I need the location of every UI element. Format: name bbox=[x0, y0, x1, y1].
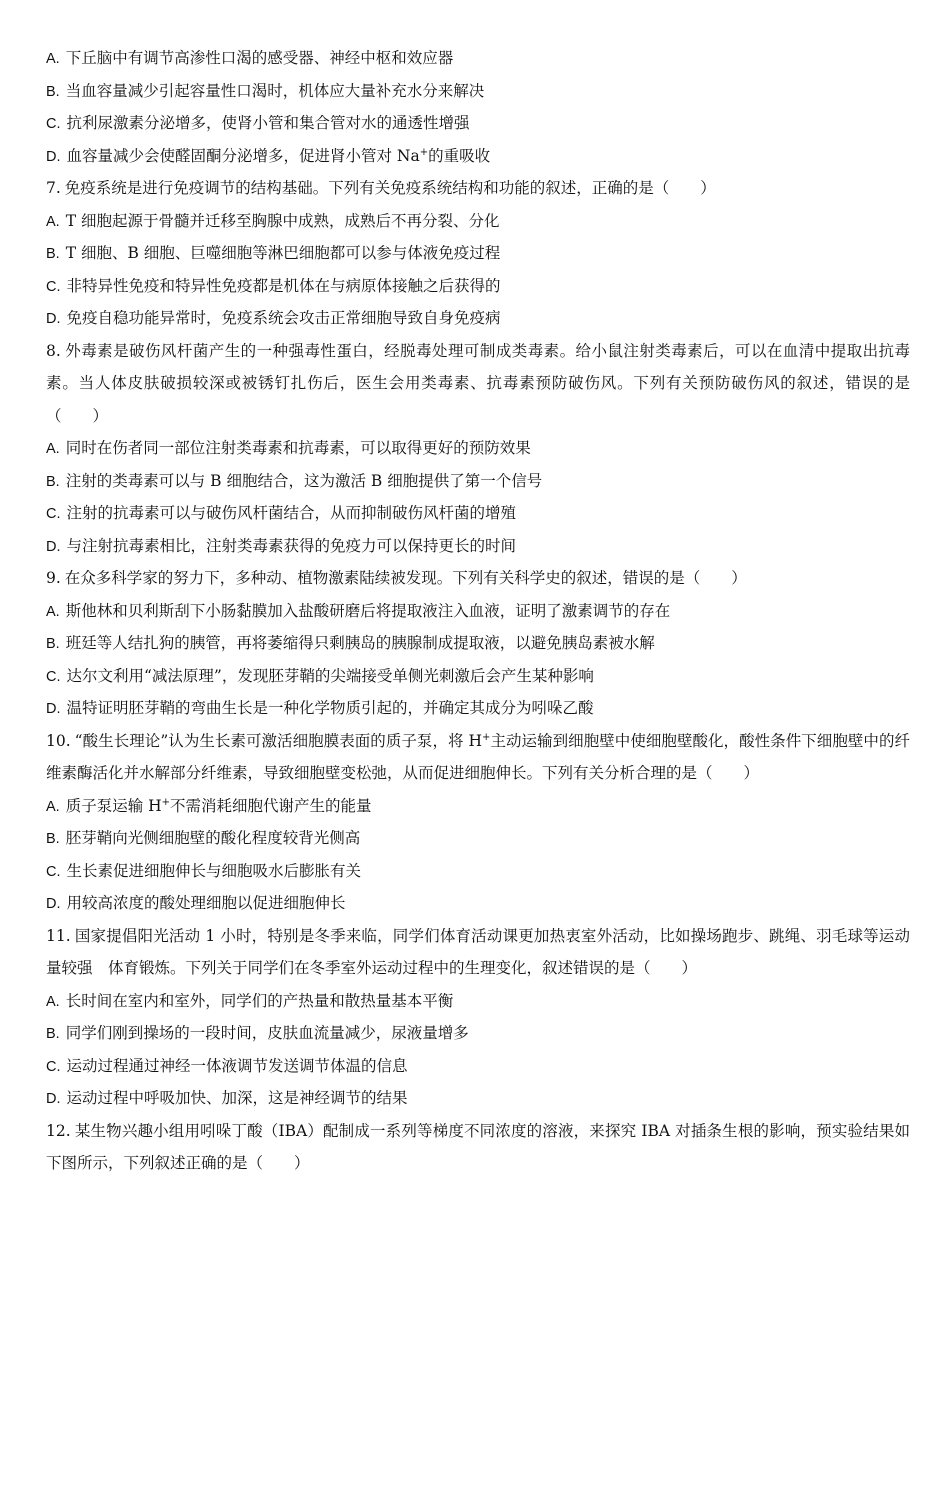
option-label: D. bbox=[46, 1091, 61, 1107]
option-text: 下丘脑中有调节高渗性口渴的感受器、神经中枢和效应器 bbox=[65, 49, 454, 67]
option-text: 当血容量减少引起容量性口渴时，机体应大量补充水分来解决 bbox=[65, 81, 485, 100]
option-text: 注射的抗毒素可以与破伤风杆菌结合，从而抑制破伤风杆菌的增殖 bbox=[66, 504, 517, 522]
question-stem: 某生物兴趣小组用吲哚丁酸（IBA）配制成一系列等梯度不同浓度的溶液，来探究 IBA 对插条生根的影响，预实验结果如下图所示，下列叙述正确的是（ ） bbox=[46, 1121, 910, 1172]
option-label: D. bbox=[46, 896, 61, 912]
question-stem: “酸生长理论”认为生长素可激活细胞膜表面的质子泵，将 H bbox=[74, 731, 483, 750]
option-label: C. bbox=[46, 278, 61, 295]
question-number: 8. bbox=[46, 341, 61, 360]
q10-option-b bbox=[46, 822, 910, 855]
q11-stem bbox=[46, 920, 910, 985]
q8-stem bbox=[46, 335, 910, 433]
option-text: 质子泵运输 H bbox=[65, 796, 162, 815]
q11-option-a bbox=[46, 985, 910, 1018]
option-label: B. bbox=[46, 831, 60, 847]
q6-option-a bbox=[46, 42, 910, 75]
option-label: A. bbox=[46, 993, 60, 1010]
q7-option-a bbox=[46, 205, 910, 238]
option-label: A. bbox=[46, 213, 60, 230]
option-text-tail: 的重吸收 bbox=[428, 146, 491, 165]
option-label: D. bbox=[46, 311, 61, 327]
question-number: 10. bbox=[46, 731, 71, 750]
q8-option-c bbox=[46, 497, 910, 530]
exam-page bbox=[46, 42, 910, 1180]
question-stem: 在众多科学家的努力下，多种动、植物激素陆续被发现。下列有关科学史的叙述，错误的是（ ） bbox=[64, 569, 747, 587]
option-label: A. bbox=[46, 798, 60, 815]
q8-option-d bbox=[46, 530, 910, 563]
option-label: B. bbox=[46, 246, 60, 262]
option-text: 运动过程通过神经一体液调节发送调节体温的信息 bbox=[66, 1056, 408, 1075]
question-stem: 国家提倡阳光活动 1 小时，特别是冬季来临，同学们体育活动课更加热衷室外活动，比如操场跑步、跳绳、羽毛球等运动量较强 体育锻炼。下列关于同学们在冬季室外运动过程中的生理变化，叙述错误的是（ ） bbox=[46, 926, 910, 977]
option-label: B. bbox=[46, 1026, 60, 1042]
option-label: A. bbox=[46, 441, 60, 457]
option-label: B. bbox=[46, 473, 60, 490]
q6-option-b bbox=[46, 75, 910, 108]
option-text: 胚芽鞘向光侧细胞壁的酸化程度较背光侧高 bbox=[65, 829, 361, 847]
option-text: 温特证明胚芽鞘的弯曲生长是一种化学物质引起的，并确定其成分为吲哚乙酸 bbox=[66, 699, 594, 717]
superscript: + bbox=[419, 146, 429, 158]
q9-option-a bbox=[46, 595, 910, 628]
option-text: T 细胞、B 细胞、巨噬细胞等淋巴细胞都可以参与体液免疫过程 bbox=[65, 244, 501, 262]
q7-option-b bbox=[46, 237, 910, 270]
option-text: 注射的类毒素可以与 B 细胞结合，这为激活 B 细胞提供了第一个信号 bbox=[65, 471, 543, 490]
q11-option-b bbox=[46, 1017, 910, 1050]
q10-stem bbox=[46, 725, 910, 790]
question-number: 11. bbox=[46, 926, 71, 945]
q6-option-d bbox=[46, 140, 910, 173]
option-text: 斯他林和贝利斯刮下小肠黏膜加入盐酸研磨后将提取液注入血液，证明了激素调节的存在 bbox=[65, 601, 671, 620]
q11-option-d bbox=[46, 1082, 910, 1115]
q10-option-d bbox=[46, 887, 910, 920]
question-number: 9. bbox=[46, 569, 61, 587]
question-stem: 外毒素是破伤风杆菌产生的一种强毒性蛋白，经脱毒处理可制成类毒素。给小鼠注射类毒素后，可以在血清中提取出抗毒素。当人体皮肤破损较深或被锈钉扎伤后，医生会用类毒素、抗毒素预防破伤风。下列有关预防破伤风的叙述，错误的是（ ） bbox=[46, 341, 910, 425]
question-number: 7. bbox=[46, 179, 61, 197]
option-text: 同学们刚到操场的一段时间，皮肤血流量减少，尿液量增多 bbox=[65, 1024, 469, 1042]
q11-option-c bbox=[46, 1050, 910, 1083]
q9-option-d bbox=[46, 692, 910, 725]
question-stem: 免疫系统是进行免疫调节的结构基础。下列有关免疫系统结构和功能的叙述，正确的是（ ） bbox=[64, 179, 716, 197]
q7-option-d bbox=[46, 302, 910, 335]
option-text: T 细胞起源于骨髓并迁移至胸腺中成熟，成熟后不再分裂、分化 bbox=[65, 211, 500, 230]
superscript: + bbox=[482, 731, 491, 743]
option-text: 抗利尿激素分泌增多，使肾小管和集合管对水的通透性增强 bbox=[66, 114, 470, 132]
superscript: + bbox=[161, 796, 171, 808]
option-label: C. bbox=[46, 116, 61, 132]
q8-option-b bbox=[46, 465, 910, 498]
option-label: B. bbox=[46, 636, 60, 652]
q10-option-a bbox=[46, 790, 910, 823]
q10-option-c bbox=[46, 855, 910, 888]
question-number: 12. bbox=[46, 1121, 71, 1140]
option-label: D. bbox=[46, 701, 61, 717]
option-text: 非特异性免疫和特异性免疫都是机体在与病原体接触之后获得的 bbox=[66, 276, 501, 295]
option-label: B. bbox=[46, 83, 60, 100]
option-label: A. bbox=[46, 51, 60, 67]
q12-stem bbox=[46, 1115, 910, 1180]
option-text: 达尔文利用“减法原理”，发现胚芽鞘的尖端接受单侧光刺激后会产生某种影响 bbox=[66, 666, 594, 685]
option-text: 运动过程中呼吸加快、加深，这是神经调节的结果 bbox=[66, 1089, 408, 1107]
option-label: D. bbox=[46, 538, 61, 555]
option-text: 用较高浓度的酸处理细胞以促进细胞伸长 bbox=[66, 894, 346, 912]
q7-option-c bbox=[46, 270, 910, 303]
q9-option-b bbox=[46, 627, 910, 660]
option-label: D. bbox=[46, 148, 61, 165]
option-label: A. bbox=[46, 603, 60, 620]
q9-stem bbox=[46, 562, 910, 595]
q7-stem bbox=[46, 172, 910, 205]
q6-option-c bbox=[46, 107, 910, 140]
option-text: 免疫自稳功能异常时，免疫系统会攻击正常细胞导致自身免疫病 bbox=[66, 309, 501, 327]
option-text: 与注射抗毒素相比，注射类毒素获得的免疫力可以保持更长的时间 bbox=[66, 536, 517, 555]
option-label: C. bbox=[46, 668, 61, 685]
q8-option-a bbox=[46, 432, 910, 465]
option-text: 长时间在室内和室外，同学们的产热量和散热量基本平衡 bbox=[65, 991, 454, 1010]
option-label: C. bbox=[46, 863, 61, 880]
option-text: 班廷等人结扎狗的胰管，再将萎缩得只剩胰岛的胰腺制成提取液，以避免胰岛素被水解 bbox=[65, 634, 655, 652]
option-label: C. bbox=[46, 506, 61, 522]
question-stem-tail: 主动运输到细胞壁中使细胞壁酸化，酸性条件下细胞壁中的纤维素酶活化并水解部分纤维素，导致细胞壁变松弛，从而促进细胞伸长。下列有关分析合理的是（ ） bbox=[46, 731, 910, 782]
option-label: C. bbox=[46, 1058, 61, 1075]
option-text-tail: 不需消耗细胞代谢产生的能量 bbox=[170, 796, 372, 815]
q9-option-c bbox=[46, 660, 910, 693]
option-text: 生长素促进细胞伸长与细胞吸水后膨胀有关 bbox=[66, 861, 362, 880]
option-text: 同时在伤者同一部位注射类毒素和抗毒素，可以取得更好的预防效果 bbox=[65, 439, 531, 457]
option-text: 血容量减少会使醛固酮分泌增多，促进肾小管对 Na bbox=[66, 146, 420, 165]
